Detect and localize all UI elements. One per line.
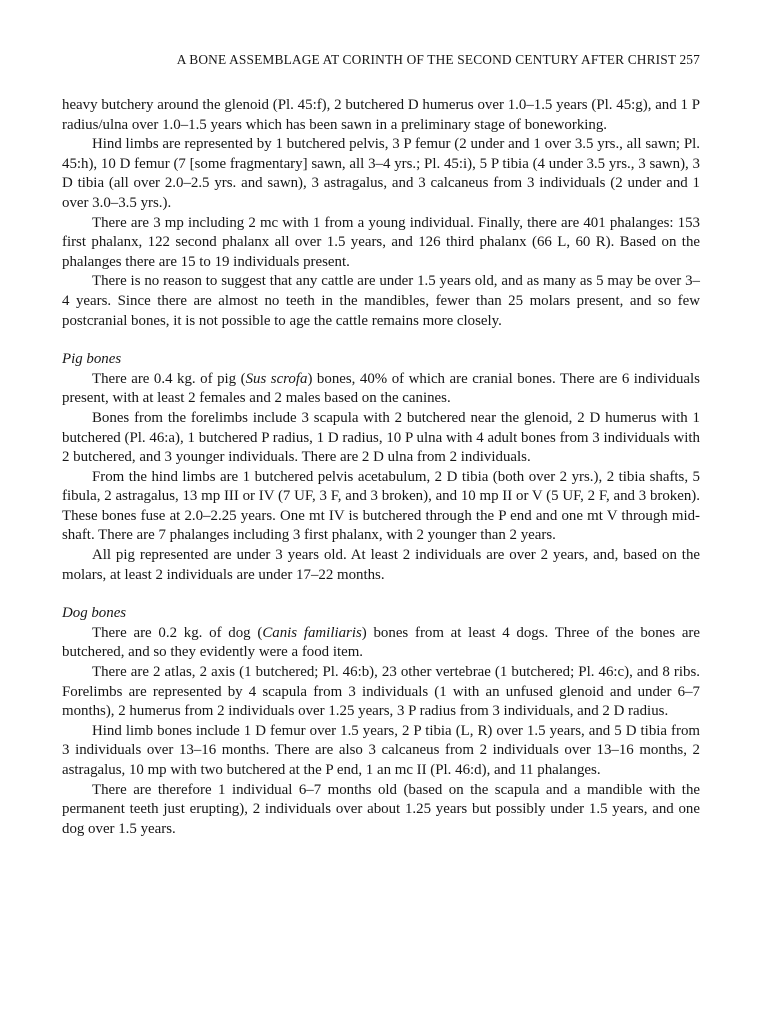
pig-section	[62, 350, 700, 585]
dog-paragraph-3: Hind limb bones include 1 D femur over 1.5 years, 2 P tibia (L, R) over 1.5 years, and 5 D tibia from 3 individuals over 13–16 months. There are also 3 calcaneus from 2 individuals over 13–16 months, 2 astragalus, 10 mp with two butchered at the P end, 1 an mc II (Pl. 46:d), and 11 phalanges.	[62, 722, 700, 778]
pig-paragraph-4: All pig represented are under 3 years old. At least 2 individuals are over 2 years, and, based on the molars, at least 2 individuals are under 17–22 months.	[62, 547, 700, 583]
dog-p1-before: There are 0.2 kg. of dog (	[92, 624, 263, 641]
pig-heading: Pig bones	[62, 351, 122, 368]
cattle-paragraph-1: heavy butchery around the glenoid (Pl. 45:f), 2 butchered D humerus over 1.0–1.5 years (Pl. 45:g), and 1 P radius/ulna over 1.0–1.5 years which has been sawn in a preliminary stage of boneworking.	[62, 97, 700, 133]
dog-heading: Dog bones	[62, 605, 127, 622]
pig-p1-after: ) bones, 40% of which are cranial bones. There are 6 individuals present, with at least 2 females and 2 males based on the canines.	[62, 370, 700, 407]
cattle-paragraph-2: Hind limbs are represented by 1 butchered pelvis, 3 P femur (2 under and 1 over 3.5 yrs., all sawn; Pl. 45:h), 10 D femur (7 [some fragmentary] sawn, all 3–4 yrs.; Pl. 45:i), 5 P tibia (4 under 3.5 yrs., 3 sawn), 3 D tibia (all over 2.0–2.5 yrs. and sawn), 3 astragalus, and 3 calcaneus from 3 individuals (2 under and 1 over 3.0–3.5 yrs.).	[62, 136, 700, 211]
pig-paragraph-3: From the hind limbs are 1 butchered pelvis acetabulum, 2 D tibia (both over 2 yrs.), 2 tibia shafts, 5 fibula, 2 astragalus, 13 mp III or IV (7 UF, 3 F, and 3 broken), and 10 mp II or V (5 UF, 2 F, and 3 broken). These bones fuse at 2.0–2.25 years. One mt IV is butchered through the P end and one mt V through mid-shaft. There are 7 phalanges including 3 first phalanx, with 2 younger than 2 years.	[62, 468, 700, 544]
dog-paragraph-4: There are therefore 1 individual 6–7 months old (based on the scapula and a mandible with the permanent teeth just erupting), 2 individuals over about 1.25 years but possibly under 1.5 years, and one dog over 1.5 years.	[62, 781, 700, 837]
dog-section	[62, 604, 700, 839]
pig-p1-before: There are 0.4 kg. of pig (	[92, 370, 246, 387]
pig-paragraph-1	[62, 370, 700, 409]
pig-species-name: Sus scrofa	[245, 370, 308, 387]
dog-p1-after: ) bones from at least 4 dogs. Three of the bones are butchered, and so they evidently were a food item.	[62, 624, 700, 661]
dog-species-name: Canis familiaris	[262, 624, 362, 641]
cattle-section	[62, 96, 700, 331]
running-head: A BONE ASSEMBLAGE AT CORINTH OF THE SECOND CENTURY AFTER CHRIST 257	[176, 52, 700, 67]
dog-paragraph-2: There are 2 atlas, 2 axis (1 butchered; Pl. 46:b), 23 other vertebrae (1 butchered; Pl. 46:c), and 8 ribs. Forelimbs are represented by 4 scapula from 3 individuals (1 with an unfused glenoid and under 6–7 months), 2 humerus from 2 individuals over 1.25 years, 3 P radius from 3 individuals, and 2 D radius.	[62, 664, 700, 720]
dog-paragraph-1	[62, 624, 700, 663]
page	[62, 52, 700, 839]
cattle-paragraph-4: There is no reason to suggest that any cattle are under 1.5 years old, and as many as 5 may be over 3–4 years. Since there are almost no teeth in the mandibles, fewer than 25 molars present, and so few postcranial bones, it is not possible to age the cattle remains more closely.	[62, 273, 700, 329]
pig-paragraph-2: Bones from the forelimbs include 3 scapula with 2 butchered near the glenoid, 2 D humerus with 1 butchered (Pl. 46:a), 1 butchered P radius, 1 D radius, 10 P ulna with 4 adult bones from 3 individuals with 2 butchered, and 3 younger individuals. There are 2 D ulna from 2 individuals.	[62, 409, 700, 466]
cattle-paragraph-3: There are 3 mp including 2 mc with 1 from a young individual. Finally, there are 401 phalanges: 153 first phalanx, 122 second phalanx all over 1.5 years, and 126 third phalanx (66 L, 60 R). Based on the phalanges there are 15 to 19 individuals present.	[62, 214, 700, 270]
